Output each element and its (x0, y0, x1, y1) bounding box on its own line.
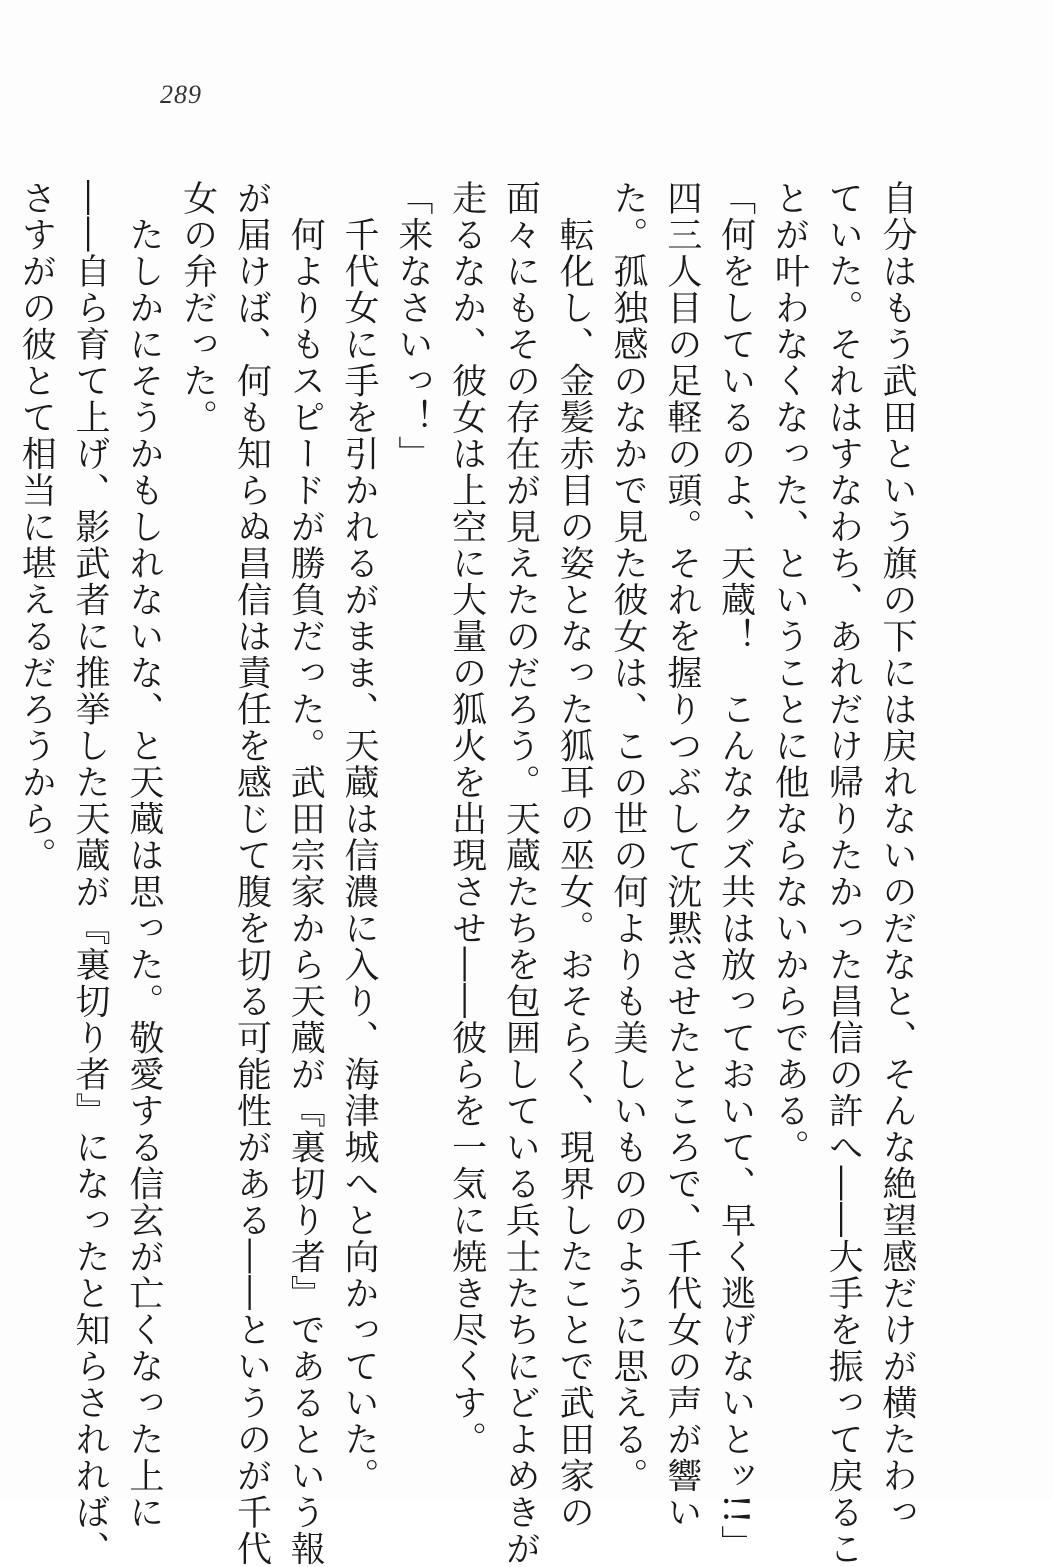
text-line: 女の弁だった。 (177, 180, 218, 436)
text-line: が届けば、何も知らぬ昌信は責任を感じて腹を切る可能性がある――というのが千代 (231, 180, 272, 1567)
text-line: た。孤独感のなかで見た彼女は、この世の何よりも美しいもののように思える。 (608, 180, 649, 1494)
text-line: 走るなか、彼女は上空に大量の狐火を出現させ――彼らを一気に焼き尽くす。 (446, 180, 487, 1458)
text-line: 転化し、金髪赤目の姿となった狐耳の巫女。おそらく、現界したことで武田家の (554, 180, 595, 1531)
text-line: 四三人目の足軽の頭。それを握りつぶして沈黙させたところで、千代女の声が響い (661, 180, 702, 1531)
text-line: とが叶わなくなった、ということに他ならないからである。 (769, 180, 810, 1166)
text-line: ――自ら育て上げ、影武者に推挙した天蔵が『裏切り者』になったと知らされれば、 (70, 180, 111, 1567)
text-line: 千代女に手を引かれるがまま、天蔵は信濃に入り、海津城へと向かっていた。 (339, 180, 380, 1494)
text-line: 何よりもスピードが勝負だった。武田宗家から天蔵が『裏切り者』であるという報 (285, 180, 326, 1567)
text-line: さすがの彼とて相当に堪えるだろうから。 (16, 180, 57, 874)
text-line: 自分はもう武田という旗の下には戻れないのだなと、そんな絶望感だけが横たわっ (877, 180, 917, 1531)
page-number: 289 (160, 80, 202, 109)
text-line: 面々にもその存在が見えたのだろう。天蔵たちを包囲している兵士たちにどよめきが (500, 180, 541, 1567)
text-line: 「何をしているのよ、天蔵！ こんなクズ共は放っておいて、早く逃げないとッ!!」 (715, 180, 756, 1562)
vertical-text-block (8, 180, 923, 1567)
text-line: 「来なさいっ！」 (392, 180, 433, 472)
text-line: ていた。それはすなわち、あれだけ帰りたかった昌信の許へ――大手を振って戻るこ (823, 180, 864, 1567)
text-line: たしかにそうかもしれないな、と天蔵は思った。敬愛する信玄が亡くなった上に (123, 180, 164, 1531)
